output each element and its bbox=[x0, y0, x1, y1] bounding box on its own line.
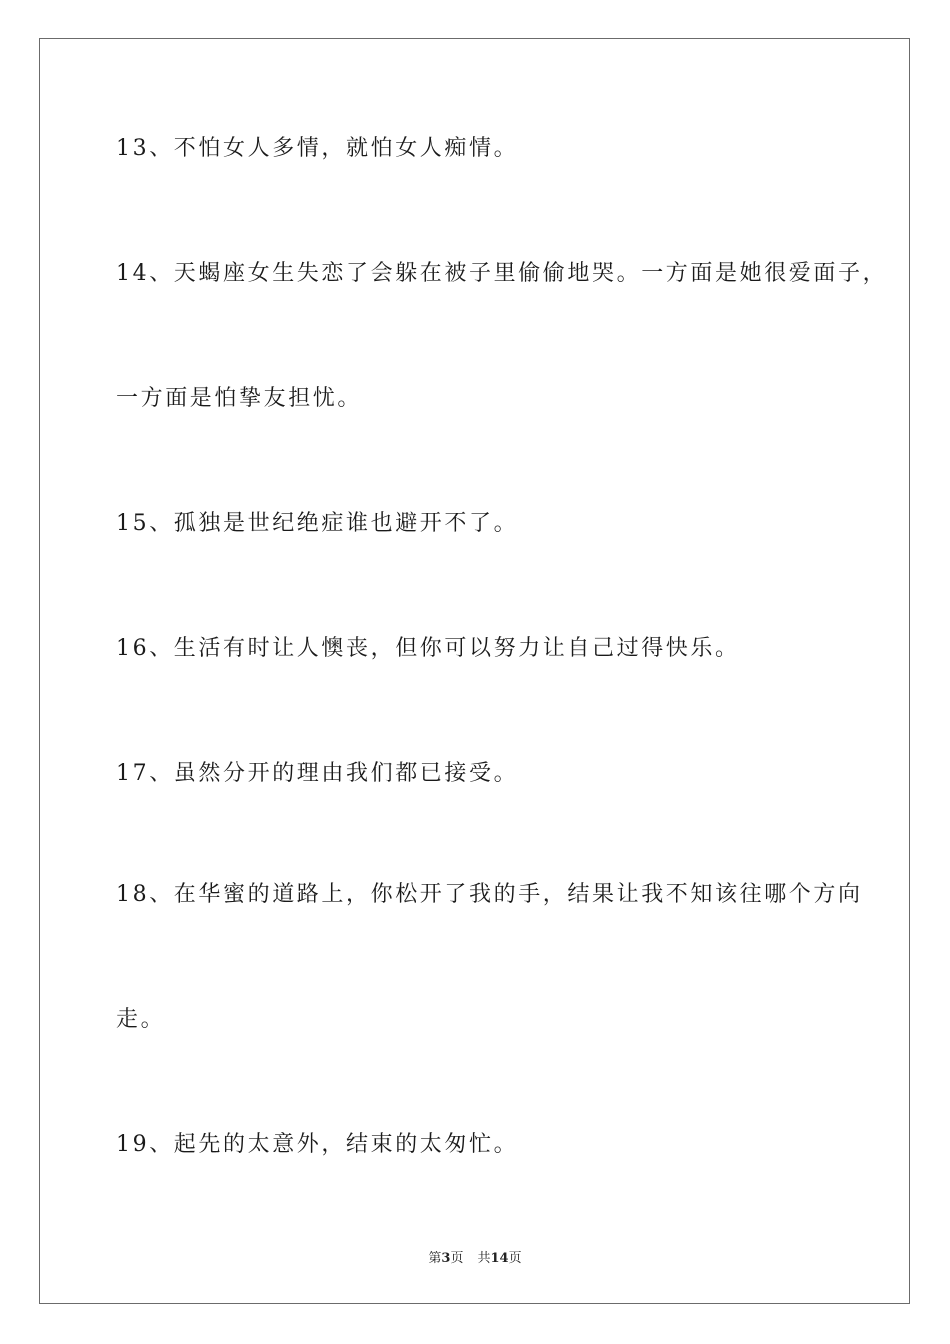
text-line-14b: 一方面是怕挚友担忧。 bbox=[116, 386, 363, 411]
text-line-15: 15、孤独是世纪绝症谁也避开不了。 bbox=[116, 511, 519, 536]
text-line-16: 16、生活有时让人懊丧，但你可以努力让自己过得快乐。 bbox=[116, 636, 740, 661]
total-suffix: 页 bbox=[508, 1251, 522, 1266]
total-prefix: 共 bbox=[477, 1251, 491, 1266]
page-number: 3 bbox=[441, 1251, 451, 1266]
text-line-18b: 走。 bbox=[116, 1007, 166, 1032]
text-line-14a: 14、天蝎座女生失恋了会躲在被子里偷偷地哭。一方面是她很爱面子， bbox=[116, 261, 888, 286]
page-border bbox=[39, 38, 910, 1304]
page-footer bbox=[0, 1247, 950, 1266]
page-suffix: 页 bbox=[450, 1251, 464, 1266]
text-line-13: 13、不怕女人多情，就怕女人痴情。 bbox=[116, 136, 519, 161]
total-pages: 14 bbox=[490, 1251, 509, 1266]
text-line-18a: 18、在华蜜的道路上，你松开了我的手，结果让我不知该往哪个方向 bbox=[116, 882, 863, 907]
page-prefix: 第 bbox=[428, 1251, 442, 1266]
text-line-19: 19、起先的太意外，结束的太匆忙。 bbox=[116, 1132, 519, 1157]
text-line-17: 17、虽然分开的理由我们都已接受。 bbox=[116, 761, 519, 786]
